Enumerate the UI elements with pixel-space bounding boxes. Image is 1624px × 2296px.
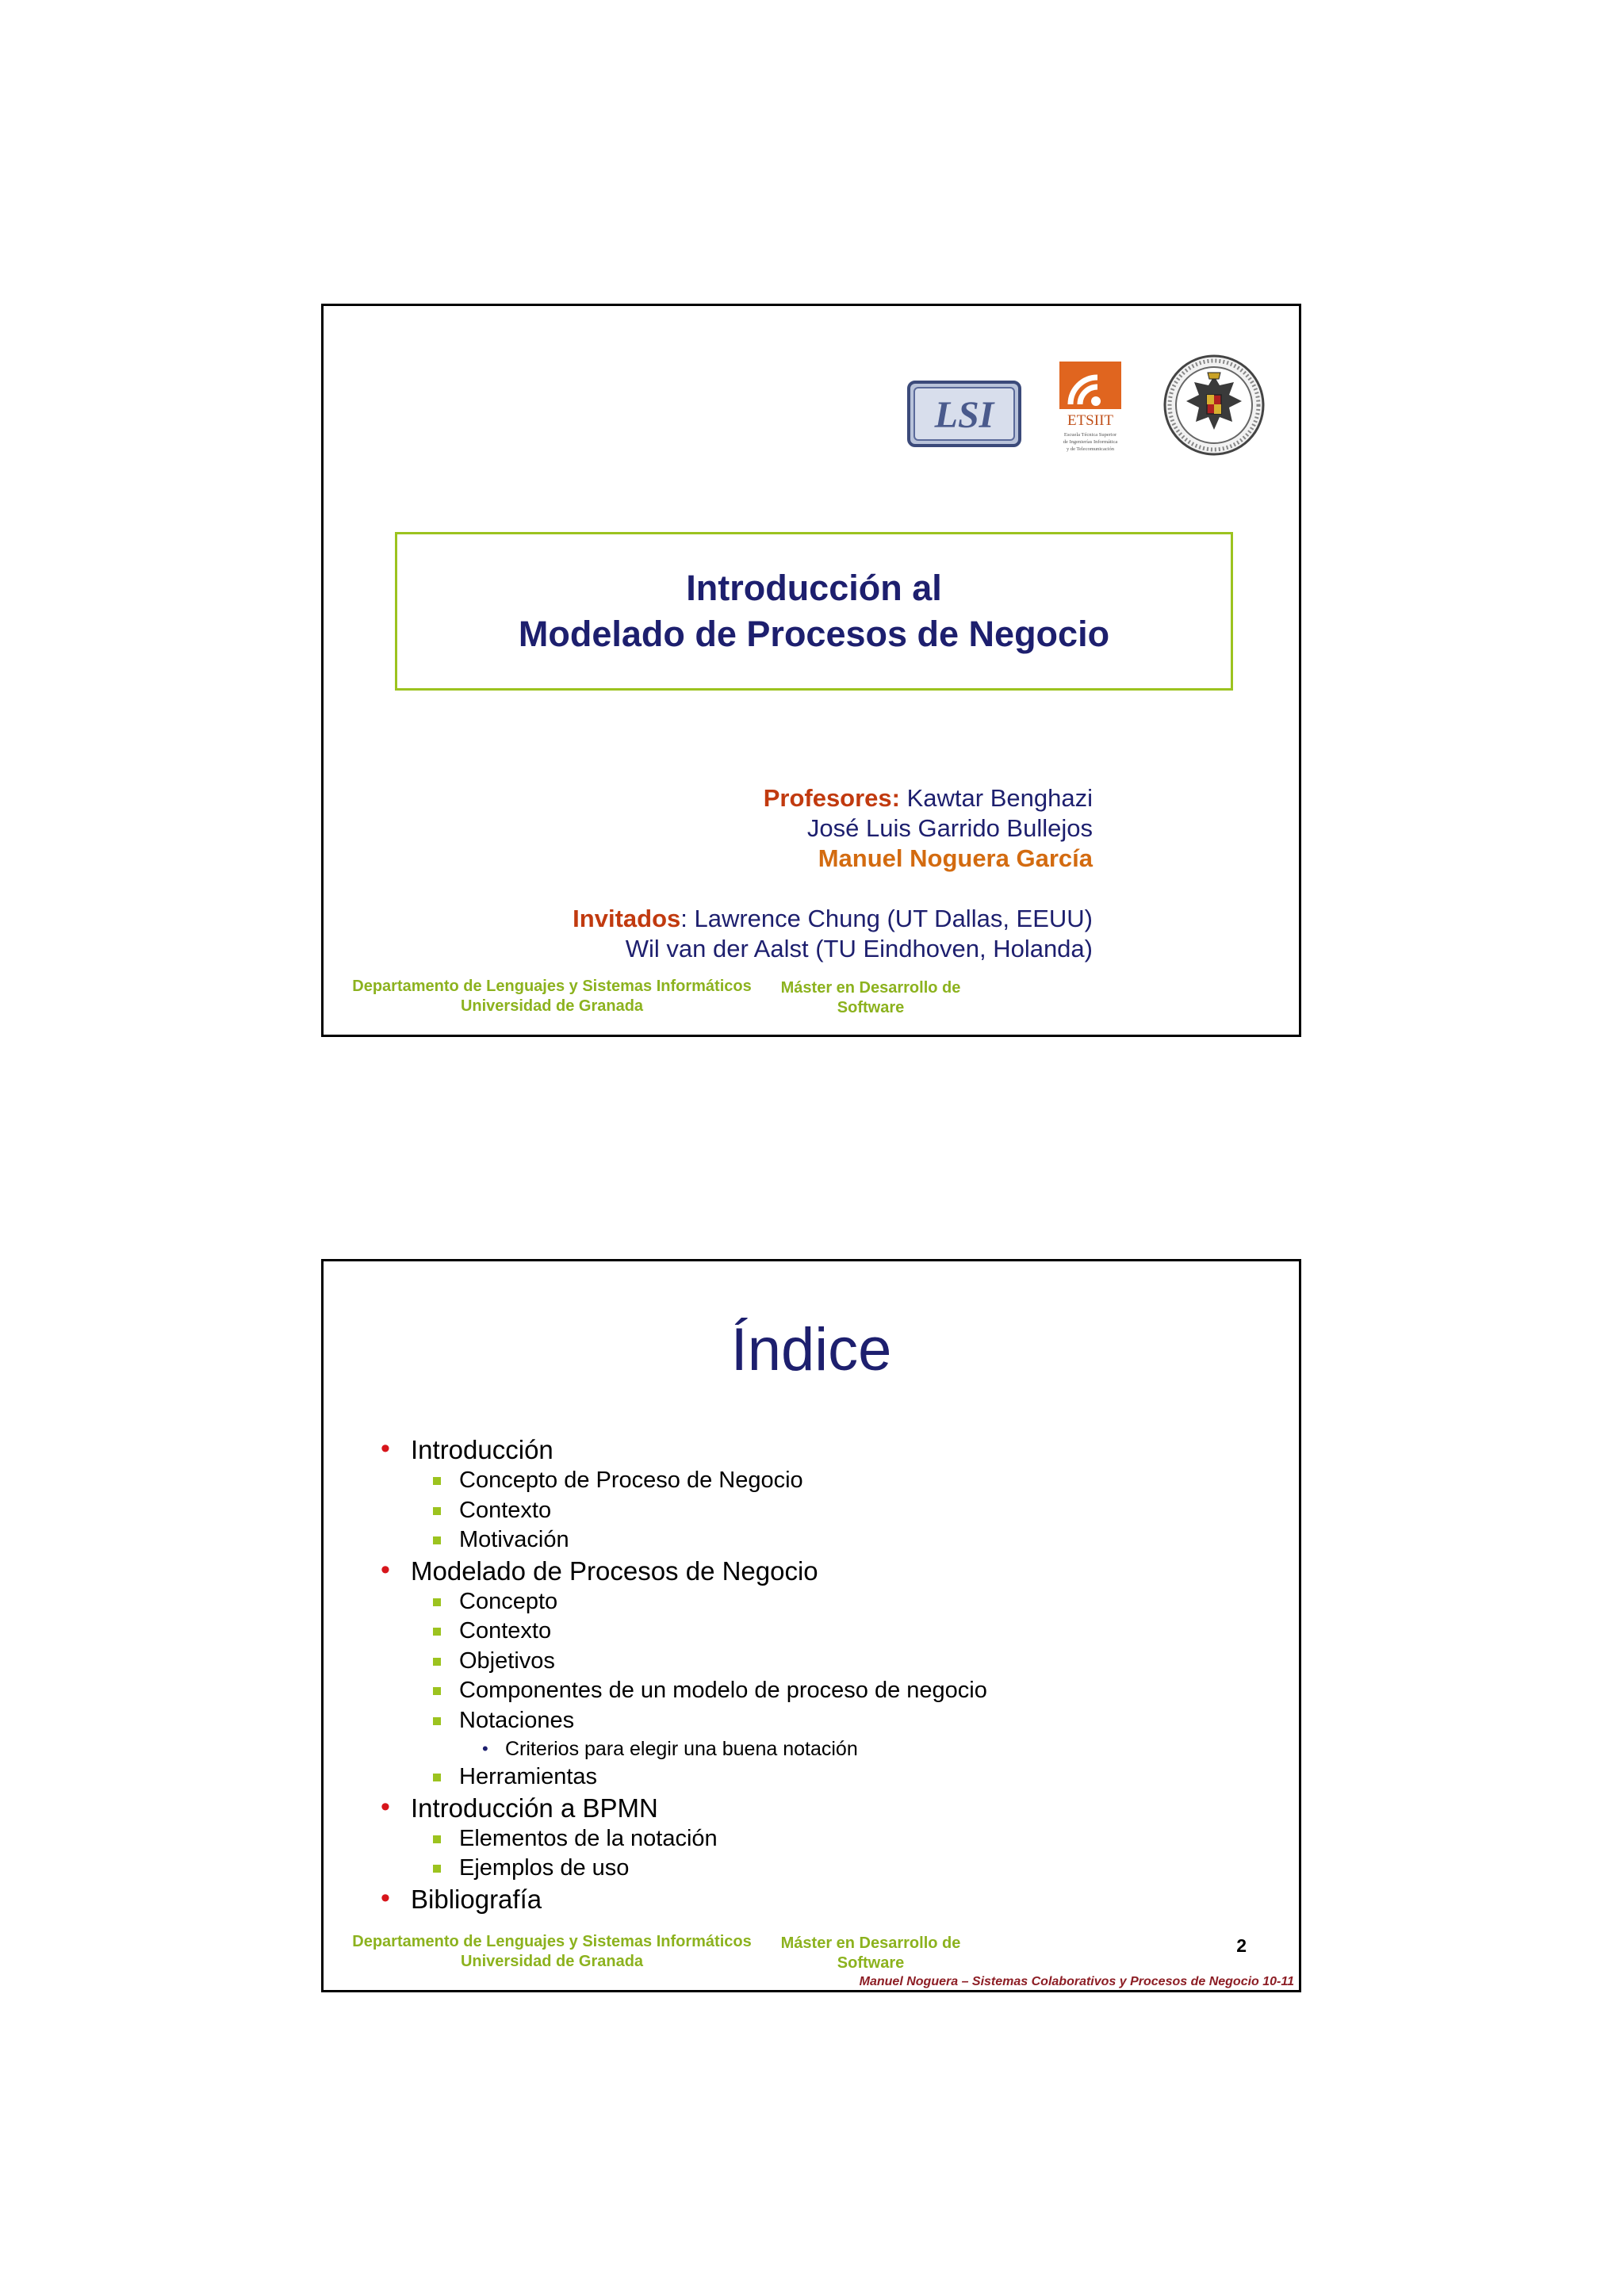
toc-item-text: Concepto (459, 1588, 558, 1614)
guest-name: Wil van der Aalst (TU Eindhoven, Holanda) (625, 935, 1093, 962)
title-slide (321, 304, 1301, 1037)
toc-item-text: Motivación (459, 1527, 569, 1552)
toc-item-level-2 (324, 1466, 1299, 1496)
green-square-bullet-icon (433, 1865, 441, 1873)
toc-item-level-2 (324, 1762, 1299, 1793)
small-bullet-icon: • (482, 1739, 488, 1758)
etsiit-logo-text: ETSIIT (1067, 412, 1114, 429)
professors-label: Profesores: (763, 784, 900, 812)
toc-item-level-2 (324, 1706, 1299, 1736)
toc-item-text: Herramientas (459, 1764, 598, 1789)
toc-item-level-1 (324, 1434, 1299, 1466)
table-of-contents (324, 1434, 1299, 1915)
toc-item-level-1 (324, 1556, 1299, 1587)
toc-item-text: Objetivos (459, 1647, 555, 1674)
footer-master: Máster en Desarrollo de Software (780, 1934, 961, 1972)
guest-name: : Lawrence Chung (UT Dallas, EEUU) (680, 905, 1093, 932)
toc-item-text: Modelado de Procesos de Negocio (411, 1556, 818, 1586)
red-bullet-icon: • (381, 1882, 390, 1913)
green-square-bullet-icon (433, 1687, 441, 1695)
toc-item-level-2 (324, 1525, 1299, 1556)
svg-text:de Ingenierías Informática: de Ingenierías Informática (1063, 439, 1118, 445)
title-line-2: Modelado de Procesos de Negocio (518, 614, 1110, 654)
professor-name-highlight: Manuel Noguera García (818, 844, 1093, 872)
svg-text:y de Telecomunicación: y de Telecomunicación (1066, 446, 1115, 452)
toc-item-text: Componentes de un modelo de proceso de negocio (459, 1678, 987, 1703)
toc-item-level-2 (324, 1647, 1299, 1677)
svg-text:Escuela Técnica Superior: Escuela Técnica Superior (1063, 432, 1117, 438)
footer-master: Máster en Desarrollo de Software (780, 979, 961, 1016)
professor-name: José Luis Garrido Bullejos (806, 814, 1093, 842)
toc-item-level-1 (324, 1884, 1299, 1915)
footer-department: Departamento de Lenguajes y Sistemas Informáticos Universidad de Granada (352, 978, 752, 1015)
green-square-bullet-icon (433, 1658, 441, 1666)
green-square-bullet-icon (433, 1717, 441, 1725)
lsi-logo (906, 380, 1022, 448)
toc-item-text: Elementos de la notación (459, 1825, 718, 1851)
toc-item-text: Bibliografía (411, 1884, 542, 1914)
index-slide (321, 1259, 1301, 1992)
page-number: 2 (1236, 1935, 1247, 1956)
professors-block (764, 783, 1093, 874)
green-square-bullet-icon (433, 1835, 441, 1843)
toc-item-text: Introducción a BPMN (411, 1793, 658, 1823)
etsiit-logo (1056, 360, 1124, 458)
universidad-granada-seal (1162, 354, 1266, 457)
lsi-logo-text: LSI (934, 394, 994, 436)
red-bullet-icon: • (381, 1554, 390, 1585)
toc-item-level-2 (324, 1824, 1299, 1854)
toc-item-text: Introducción (411, 1435, 553, 1464)
title-line-1: Introducción al (686, 568, 942, 608)
toc-item-level-2 (324, 1617, 1299, 1647)
toc-item-text: Concepto de Proceso de Negocio (459, 1468, 803, 1493)
red-bullet-icon: • (381, 1791, 390, 1822)
index-title: Índice (730, 1316, 892, 1383)
green-square-bullet-icon (433, 1598, 441, 1606)
professor-name: Kawtar Benghazi (906, 784, 1093, 812)
toc-item-level-1 (324, 1793, 1299, 1824)
green-square-bullet-icon (433, 1477, 441, 1485)
toc-item-level-2 (324, 1496, 1299, 1526)
footer-author: Manuel Noguera – Sistemas Colaborativos y Procesos de Negocio 10-11 (859, 1975, 1294, 1988)
toc-item-level-2 (324, 1676, 1299, 1706)
toc-item-level-2 (324, 1854, 1299, 1884)
title-box (395, 532, 1233, 691)
toc-item-level-2 (324, 1587, 1299, 1617)
footer-department: Departamento de Lenguajes y Sistemas Informáticos Universidad de Granada (352, 1933, 752, 1970)
toc-item-text: Contexto (459, 1497, 552, 1523)
green-square-bullet-icon (433, 1507, 441, 1515)
guests-block (573, 904, 1093, 964)
green-square-bullet-icon (433, 1536, 441, 1544)
red-bullet-icon: • (381, 1433, 390, 1464)
toc-item-text: Contexto (459, 1618, 552, 1644)
toc-item-text: Notaciones (459, 1707, 575, 1733)
green-square-bullet-icon (433, 1774, 441, 1781)
toc-item-level-3 (324, 1735, 1299, 1762)
toc-item-text: Ejemplos de uso (459, 1855, 630, 1881)
guests-label: Invitados (573, 905, 681, 932)
green-square-bullet-icon (433, 1628, 441, 1636)
toc-item-text: Criterios para elegir una buena notación (505, 1738, 858, 1760)
